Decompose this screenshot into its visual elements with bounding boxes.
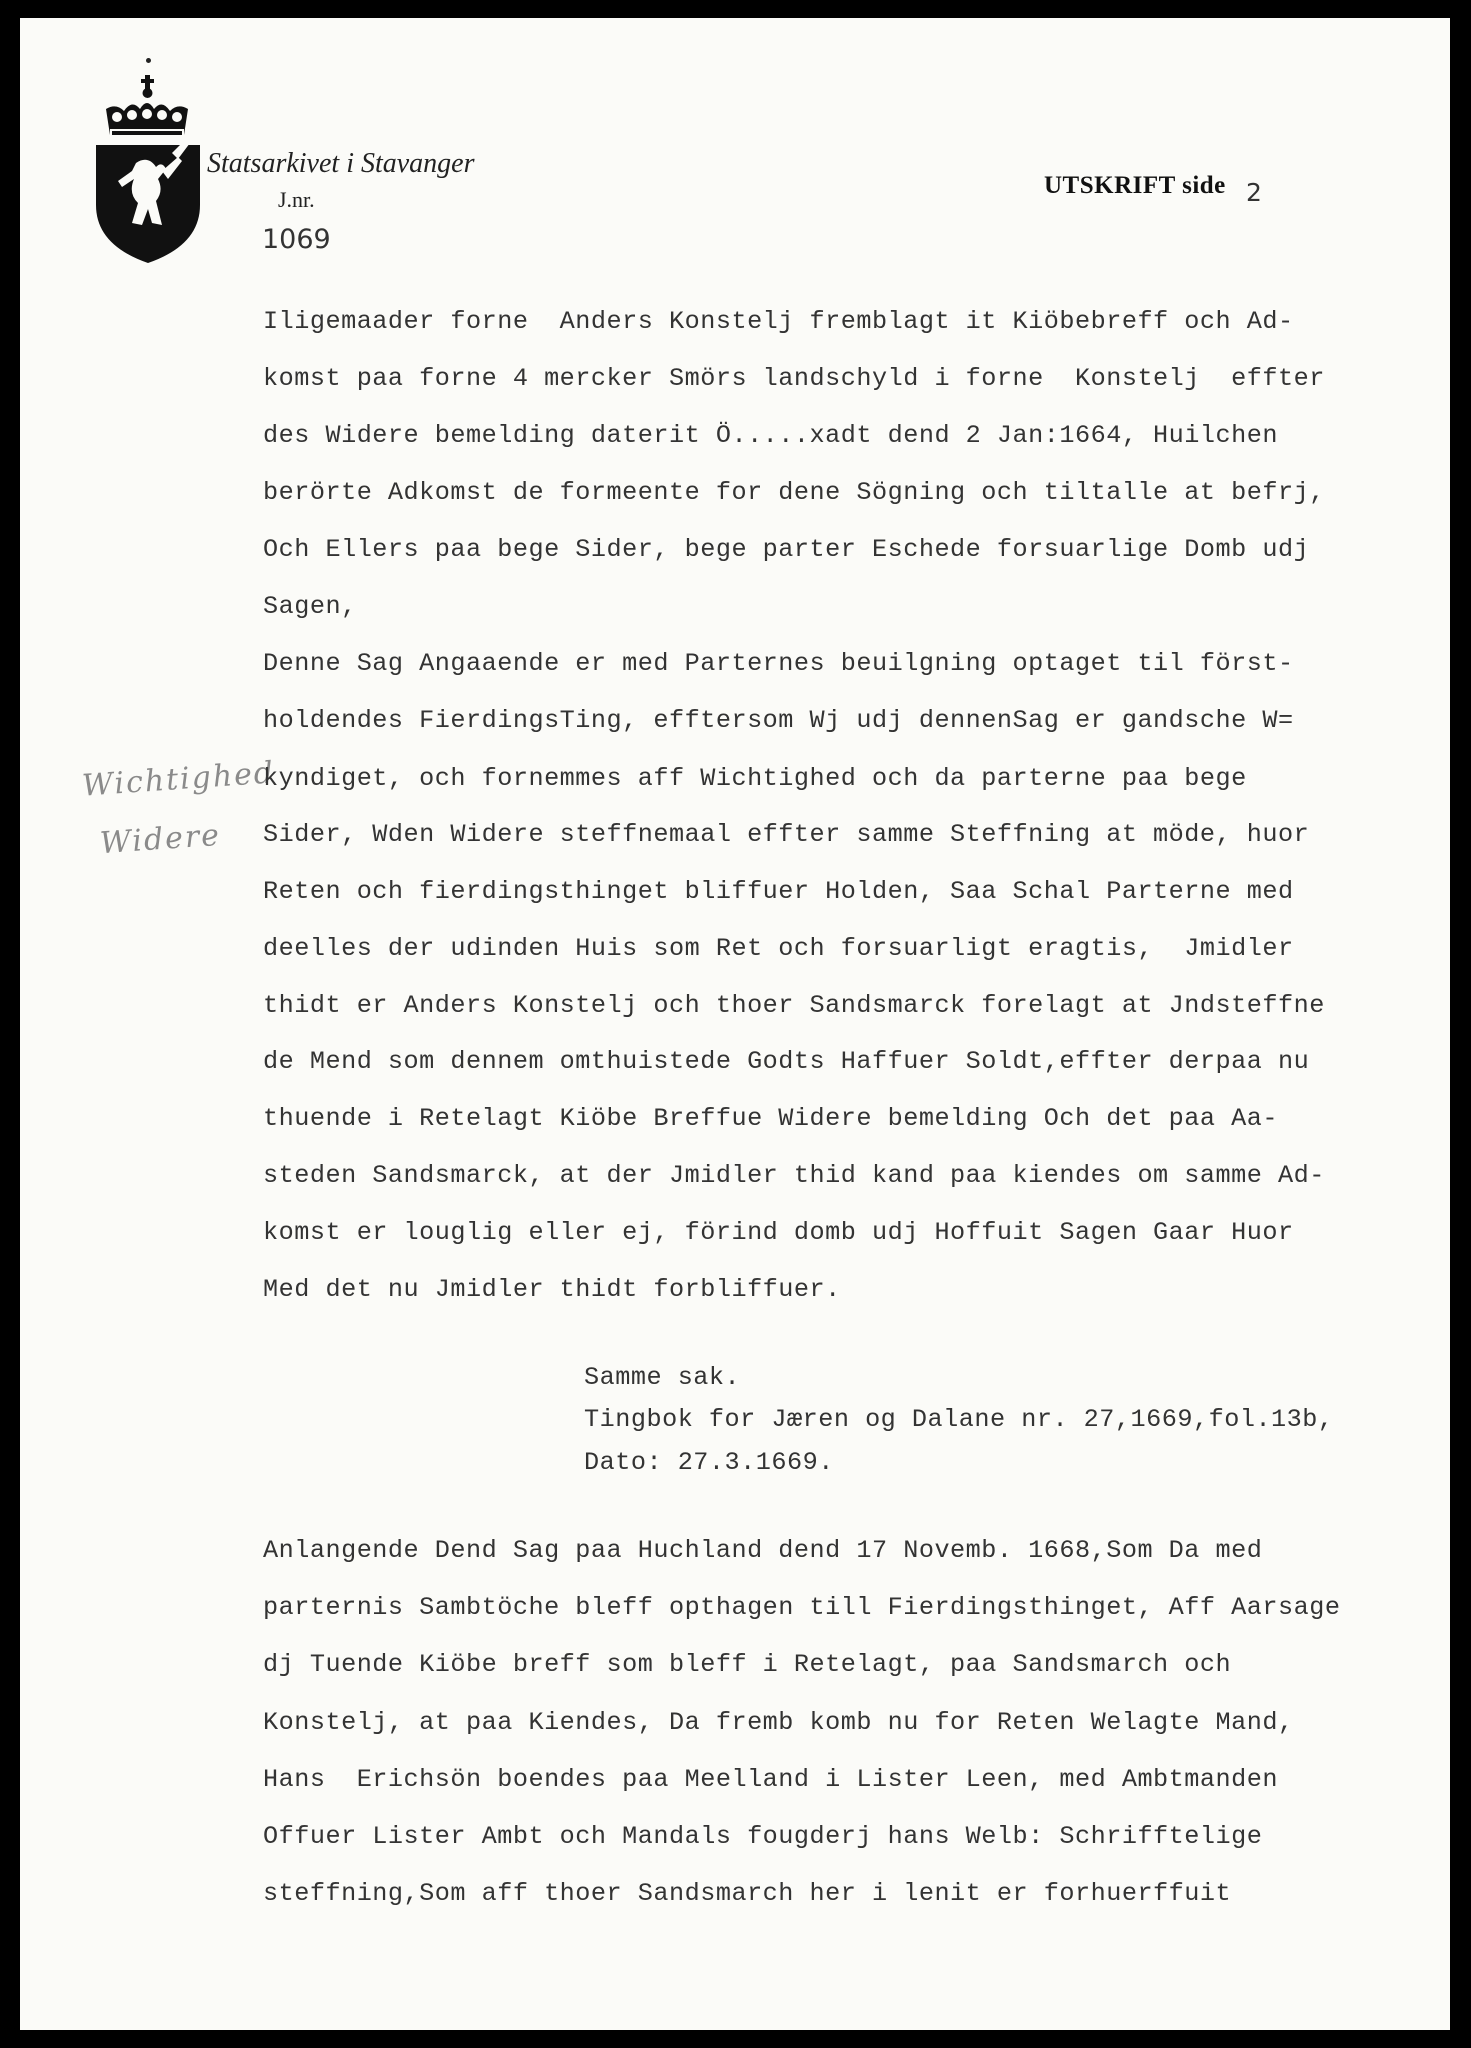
reference-line: Samme sak. [584, 1363, 741, 1392]
margin-note: Widere [98, 817, 223, 862]
text-line: steden Sandsmarck, at der Jmidler thid kand paa kiendes om samme Ad- [263, 1161, 1325, 1190]
page-number: 2 [1246, 178, 1262, 207]
text-line: Konstelj, at paa Kiendes, Da fremb komb nu for Reten Welagte Mand, [263, 1708, 1294, 1737]
utskrift-label: UTSKRIFT side [1044, 172, 1226, 199]
text-line: Sider, Wden Widere steffnemaal effter samme Steffning at möde, huor [263, 820, 1310, 849]
text-line: berörte Adkomst de formeente for dene Sögning och tiltalle at befrj, [263, 478, 1325, 507]
text-line: Denne Sag Angaaende er med Parternes beuilgning optaget til först- [263, 649, 1294, 678]
jnr-value: 1069 [262, 224, 331, 255]
ink-dot [146, 58, 151, 63]
text-line: Sagen, [263, 592, 357, 621]
text-line: komst paa forne 4 mercker Smörs landschyld i forne Konstelj effter [263, 364, 1325, 393]
archive-name: Statsarkivet i Stavanger [207, 148, 475, 179]
text-line: parternis Sambtöche bleff opthagen till Fierdingsthinget, Aff Aarsage [263, 1593, 1341, 1622]
coat-of-arms-icon [92, 75, 204, 265]
text-line: thuende i Retelagt Kiöbe Breffue Widere bemelding Och det paa Aa- [263, 1104, 1278, 1133]
reference-line: Tingbok for Jæren og Dalane nr. 27,1669,fol.13b, [584, 1405, 1334, 1434]
text-line: Hans Erichsön boendes paa Meelland i Lister Leen, med Ambtmanden [263, 1765, 1278, 1794]
text-line: Och Ellers paa bege Sider, bege parter Eschede forsuarlige Domb udj [263, 535, 1310, 564]
text-line: steffning,Som aff thoer Sandsmarch her i lenit er forhuerffuit [263, 1879, 1232, 1908]
text-line: holdendes FierdingsTing, efftersom Wj udj dennenSag er gandsche W= [263, 706, 1294, 735]
text-line: deelles der udinden Huis som Ret och forsuarligt eragtis, Jmidler [263, 934, 1294, 963]
jnr-label: J.nr. [278, 187, 315, 212]
text-line: de Mend som dennem omthuistede Godts Haffuer Soldt,effter derpaa nu [263, 1047, 1310, 1076]
text-line: thidt er Anders Konstelj och thoer Sandsmarck forelagt at Jndsteffne [263, 991, 1325, 1020]
text-line: Offuer Lister Ambt och Mandals fougderj hans Welb: Schrifftelige [263, 1822, 1263, 1851]
text-line: Iligemaader forne Anders Konstelj fremblagt it Kiöbebreff och Ad- [263, 307, 1294, 336]
reference-line: Dato: 27.3.1669. [584, 1448, 834, 1477]
text-line: kyndiget, och fornemmes aff Wichtighed och da parterne paa bege [263, 764, 1247, 793]
text-line: des Widere bemelding daterit Ö.....xadt dend 2 Jan:1664, Huilchen [263, 421, 1278, 450]
margin-note: Wichtighed [81, 755, 277, 804]
text-line: Reten och fierdingsthinget bliffuer Holden, Saa Schal Parterne med [263, 877, 1294, 906]
text-line: Med det nu Jmidler thidt forbliffuer. [263, 1275, 841, 1304]
text-line: Anlangende Dend Sag paa Huchland dend 17 Novemb. 1668,Som Da med [263, 1536, 1263, 1565]
text-line: dj Tuende Kiöbe breff som bleff i Retelagt, paa Sandsmarch och [263, 1650, 1232, 1679]
text-line: komst er louglig eller ej, förind domb udj Hoffuit Sagen Gaar Huor [263, 1218, 1294, 1247]
